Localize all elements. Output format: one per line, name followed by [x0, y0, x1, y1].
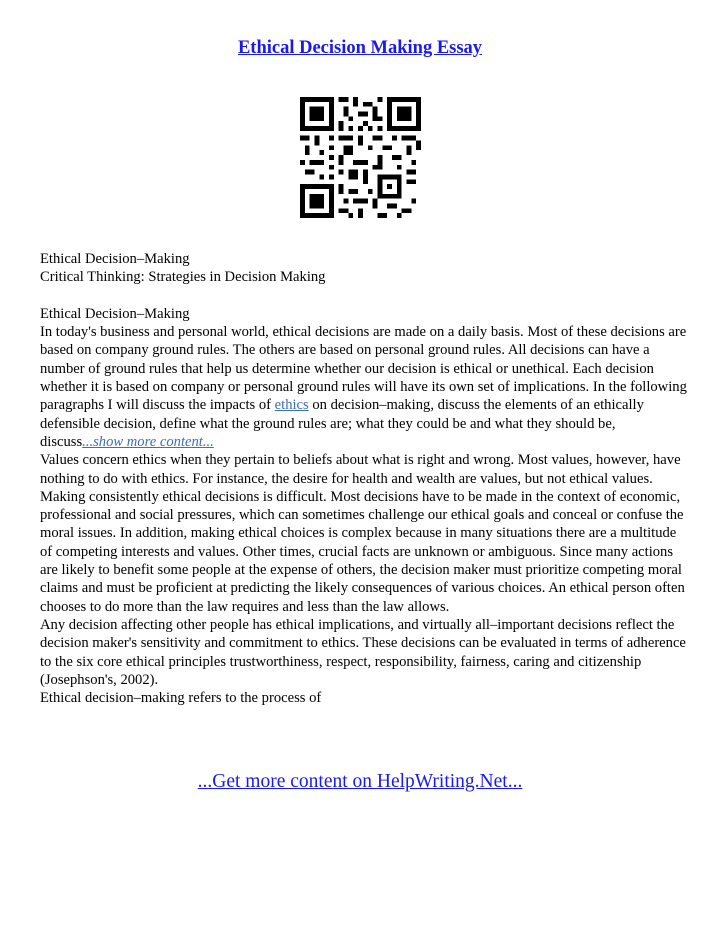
paragraph-text: In today's business and personal world, ethical decisions are made on a daily basis. Most of these decisions are based on company ground rules. The others are based on personal ground rules. All decisions can have a number of ground rules that help us determine whether our decision is ethical or unethical. Each decision whether it is based on company or personal ground rules will have its own set of implications. In the following paragraphs I will discuss the impacts of: [40, 324, 687, 414]
ethics-link[interactable]: ethics: [274, 397, 309, 414]
paragraph-text: on decision–making, discuss the elements of an ethically defensible decision, define what the ground rules are; what they could be and what they should be, discuss: [40, 397, 644, 450]
spacer: [40, 287, 690, 305]
essay-section-heading: Ethical Decision–Making: [40, 305, 190, 322]
essay-body: [40, 250, 690, 707]
essay-paragraph-3: Making consistently ethical decisions is difficult. Most decisions have to be made in the context of economic, professional and social pressures, which can sometimes challenge our ethical goals and conceal or confuse the moral issues. In addition, making ethical choices is complex because in many situations there are a multitude of competing interests and values. Other times, crucial facts are unknown or ambiguous. Since many actions are likely to benefit some people at the expense of others, the decision maker must prioritize competing moral claims and must be proficient at predicting the likely consequences of various choices. An ethical person often chooses to do more than the law requires and less than the law allows.: [40, 488, 685, 615]
essay-paragraph-5: Ethical decision–making refers to the process of: [40, 690, 322, 707]
qr-code: [300, 97, 421, 218]
essay-paragraph-4: Any decision affecting other people has ethical implications, and virtually all–important decisions reflect the decision maker's sensitivity and commitment to ethics. These decisions can be evaluated in terms of adherence to the six core ethical principles trustworthiness, respect, responsibility, fairness, caring and citizenship (Josephson's, 2002).: [40, 616, 686, 688]
essay-subheading-line: Critical Thinking: Strategies in Decision Making: [40, 269, 326, 286]
essay-paragraph-1: [40, 323, 690, 451]
essay-heading-line: Ethical Decision–Making: [40, 251, 190, 267]
essay-paragraph-2: Values concern ethics when they pertain to beliefs about what is right and wrong. Most values, however, have nothing to do with ethics. For instance, the desire for health and wealth are values, but not ethical values.: [40, 452, 681, 487]
show-more-link[interactable]: ...show more content...: [82, 433, 214, 450]
get-more-content-link[interactable]: ...Get more content on HelpWriting.Net...: [197, 771, 523, 792]
document-title-link[interactable]: Ethical Decision Making Essay: [237, 38, 483, 58]
